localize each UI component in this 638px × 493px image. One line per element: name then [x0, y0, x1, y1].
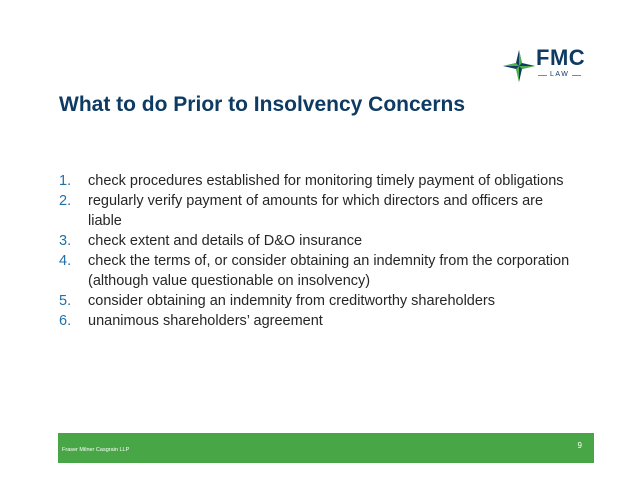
- list-item: [59, 231, 579, 251]
- list-item: [59, 171, 579, 191]
- list-item-number: 5.: [59, 293, 72, 309]
- footer-bar: [58, 433, 594, 463]
- list-item-number: 2.: [59, 193, 72, 209]
- list-item-number: 3.: [59, 233, 72, 249]
- list-item-text: check extent and details of D&O insurance: [88, 233, 363, 249]
- list-item: [59, 291, 579, 311]
- logo-sub-text: LAW: [550, 71, 570, 78]
- list-item-number: 4.: [59, 253, 72, 269]
- logo-subtitle: [538, 71, 581, 79]
- action-list: [59, 171, 579, 331]
- list-item: [59, 191, 579, 231]
- list-item-number: 6.: [59, 313, 72, 329]
- list-item-text: check the terms of, or consider obtaining an indemnity from the corporation (although value questionable on insolvency): [88, 253, 570, 289]
- list-item-text: regularly verify payment of amounts for which directors and officers are liable: [88, 193, 544, 229]
- list-item: [59, 251, 579, 291]
- list-item-text: unanimous shareholders’ agreement: [88, 313, 323, 329]
- logo-rule-left: [538, 75, 547, 76]
- list-item-text: check procedures established for monitoring timely payment of obligations: [88, 173, 564, 189]
- list-item-number: 1.: [59, 173, 72, 189]
- list-item: [59, 311, 579, 331]
- page-number: 9: [577, 441, 582, 450]
- list-item-text: consider obtaining an indemnity from creditworthy shareholders: [88, 293, 496, 309]
- logo-wordmark: FMC: [536, 45, 586, 70]
- footer-firm-name: Fraser Milner Casgrain LLP: [62, 447, 130, 453]
- logo-rule-right: [572, 75, 581, 76]
- slide-title: What to do Prior to Insolvency Concerns: [59, 93, 466, 116]
